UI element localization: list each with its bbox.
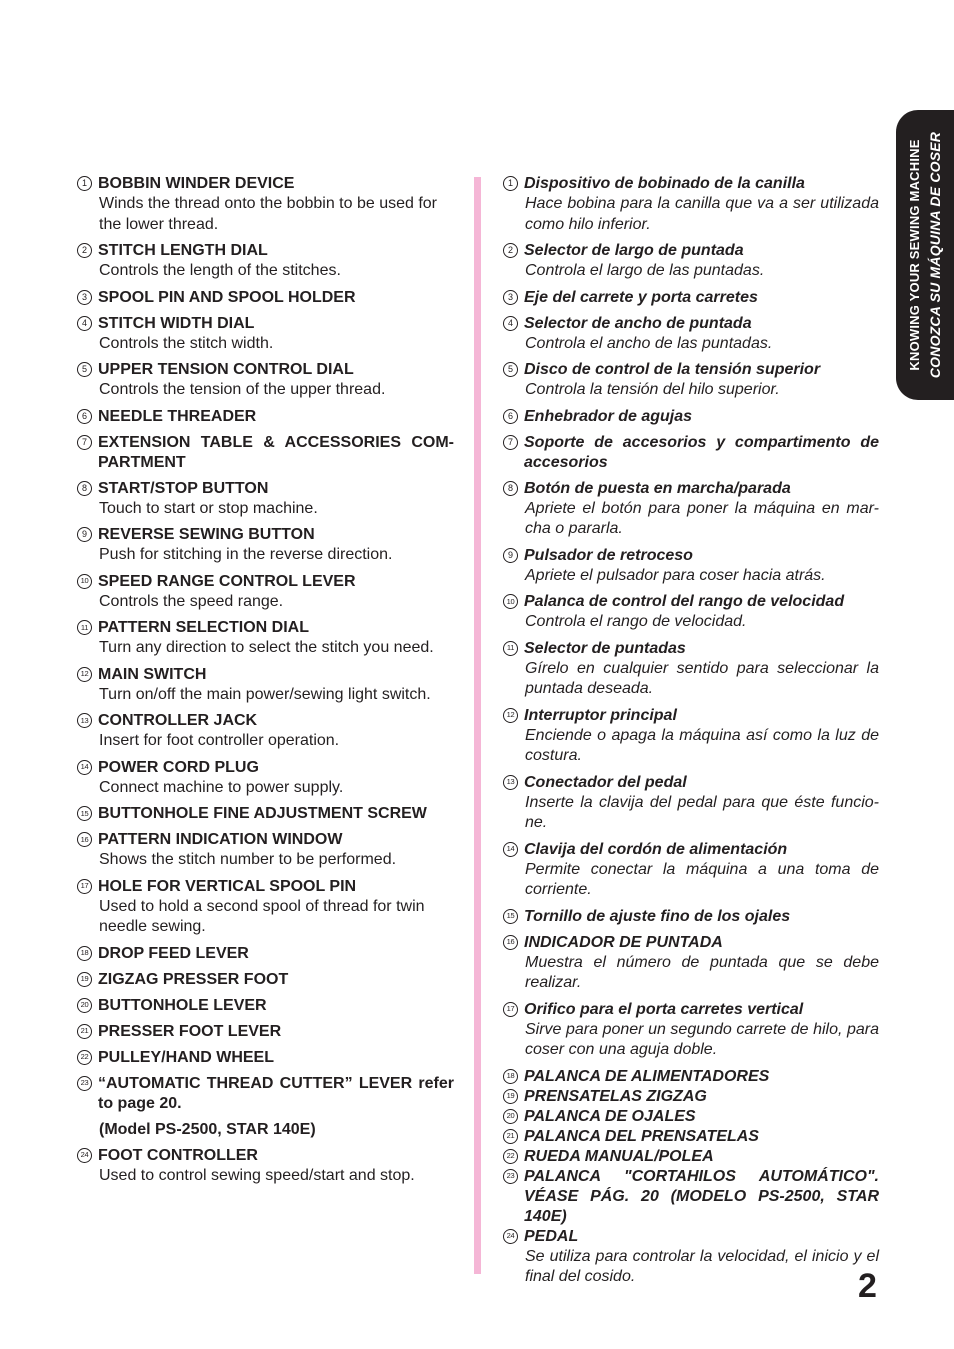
part-title: FOOT CONTROLLER (98, 1146, 258, 1164)
circled-number: 5 (503, 362, 518, 377)
part-item (503, 1000, 879, 1061)
part-title: REVERSE SEWING BUTTON (98, 526, 315, 543)
part-description: Controla el rango de velocidad. (525, 613, 747, 630)
part-item (77, 314, 454, 355)
circled-number: 22 (77, 1050, 92, 1065)
part-heading (77, 970, 454, 990)
part-item (77, 433, 454, 473)
part-title: Orifico para el porta carretes vertical (524, 1000, 804, 1018)
part-title: BUTTONHOLE FINE ADJUSTMENT SCREW (98, 805, 427, 822)
part-description: Turn on/off the main power/sewing light switch. (99, 685, 431, 703)
part-item (503, 1167, 879, 1227)
circled-number: 3 (77, 290, 92, 305)
part-description: Used to control sewing speed/start and stop. (99, 1166, 415, 1184)
part-item (503, 907, 879, 927)
part-description: Used to hold a second spool of thread for twin needle sewing. (99, 897, 425, 935)
part-heading (503, 1000, 879, 1020)
part-item (77, 241, 454, 282)
part-item (77, 830, 454, 871)
circled-number: 3 (503, 290, 518, 305)
part-item (503, 433, 879, 473)
part-heading (503, 1167, 879, 1227)
part-heading (503, 174, 879, 194)
page-number: 2 (858, 1267, 877, 1305)
circled-number: 14 (77, 760, 92, 775)
part-title: PALANCA DE ALIMENTADORES (524, 1067, 770, 1085)
part-title: PEDAL (524, 1227, 579, 1245)
circled-number: 19 (503, 1089, 518, 1104)
part-heading (503, 840, 879, 860)
part-description: Muestra el número de puntada que se debe realizar. (525, 953, 879, 991)
part-item (503, 1147, 879, 1167)
part-heading (77, 996, 454, 1016)
circled-number: 10 (503, 594, 518, 609)
circled-number: 7 (77, 435, 92, 450)
part-description: Touch to start or stop machine. (99, 499, 318, 517)
part-heading (77, 314, 454, 334)
part-heading (77, 944, 454, 964)
circled-number: 15 (77, 806, 92, 821)
part-title: PALANCA DE OJALES (524, 1107, 696, 1125)
part-heading (77, 1048, 454, 1068)
circled-number: 21 (77, 1024, 92, 1039)
part-item (503, 546, 879, 587)
part-title: Selector de ancho de puntada (524, 314, 752, 332)
part-title: Palanca de control del rango de velocidad (524, 593, 845, 610)
part-heading (503, 241, 879, 261)
part-heading (503, 288, 879, 308)
part-description: Push for stitching in the reverse direction. (99, 546, 393, 563)
circled-number: 20 (503, 1109, 518, 1124)
part-title: PALANCA "CORTAHILOS AUTOMÁTICO". VÉASE PÁG. 20 (MODELO PS-2500, STAR 140E) (524, 1167, 879, 1225)
circled-number: 23 (77, 1076, 92, 1091)
part-item (77, 944, 454, 964)
circled-number: 2 (503, 243, 518, 258)
part-heading (503, 1087, 879, 1107)
part-title: SPEED RANGE CONTROL LEVER (98, 572, 356, 590)
circled-number: 20 (77, 998, 92, 1013)
part-item (503, 1127, 879, 1147)
part-description: Controla el ancho de las puntadas. (525, 334, 773, 352)
part-item (503, 1067, 879, 1087)
circled-number: 11 (503, 641, 518, 656)
circled-number: 8 (503, 481, 518, 496)
part-description: Sirve para poner un segundo carrete de hilo, para coser con una aguja doble. (525, 1020, 879, 1058)
part-description: Controls the tension of the upper thread. (99, 381, 386, 398)
part-title: PRESSER FOOT LEVER (98, 1022, 282, 1040)
part-item (77, 711, 454, 752)
part-item (77, 996, 454, 1016)
part-heading (503, 407, 879, 427)
part-item (503, 1087, 879, 1107)
circled-number: 7 (503, 435, 518, 450)
part-item (77, 1048, 454, 1068)
part-heading (77, 830, 454, 850)
part-title: “AUTOMATIC THREAD CUTTER” LEVER refer to page 20. (98, 1074, 454, 1112)
part-heading (77, 1022, 454, 1042)
part-heading (77, 758, 454, 778)
circled-number: 10 (77, 574, 92, 589)
part-item (77, 572, 454, 613)
part-title: Conectador del pedal (524, 773, 687, 791)
part-description: Hace bobina para la canilla que va a ser utilizada como hilo inferior. (525, 195, 879, 233)
circled-number: 12 (503, 708, 518, 723)
part-title: BUTTONHOLE LEVER (98, 996, 267, 1014)
part-title: Dispositivo de bobinado de la canilla (524, 175, 805, 192)
part-heading (77, 174, 454, 194)
part-description: Controla la tensión del hilo superior. (525, 381, 780, 398)
part-title: MAIN SWITCH (98, 665, 207, 683)
part-item (77, 665, 454, 706)
side-tab-english: KNOWING YOUR SEWING MACHINE (907, 139, 922, 371)
part-description: Insert for foot controller operation. (99, 732, 340, 749)
part-item (77, 877, 454, 938)
circled-number: 12 (77, 667, 92, 682)
part-heading (503, 360, 879, 380)
circled-number: 1 (503, 176, 518, 191)
part-item (77, 1022, 454, 1042)
part-title: UPPER TENSION CONTROL DIAL (98, 361, 354, 378)
part-item (503, 933, 879, 994)
part-title: Interruptor principal (524, 706, 677, 724)
part-title: Selector de puntadas (524, 639, 686, 657)
part-title: Eje del carrete y porta carretes (524, 288, 758, 306)
part-heading (77, 433, 454, 473)
circled-number: 24 (77, 1148, 92, 1163)
circled-number: 24 (503, 1229, 518, 1244)
part-heading (503, 546, 879, 566)
section-side-tab (896, 110, 954, 400)
part-heading (77, 360, 454, 380)
part-title: PATTERN INDICATION WINDOW (98, 831, 343, 848)
side-tab-spanish: CONOZCA SU MÁQUINA DE COSER (927, 131, 943, 379)
part-heading (503, 433, 879, 473)
circled-number: 8 (77, 481, 92, 496)
part-description: Se utiliza para controlar la velocidad, el inicio y el final del cosido. (525, 1247, 879, 1285)
part-title: PULLEY/HAND WHEEL (98, 1048, 274, 1066)
part-title: POWER CORD PLUG (98, 758, 259, 776)
part-item (77, 618, 454, 659)
part-item (503, 241, 879, 282)
part-description: Winds the thread onto the bobbin to be used for the lower thread. (99, 195, 438, 233)
part-title: DROP FEED LEVER (98, 944, 249, 962)
part-heading (503, 592, 879, 612)
part-description: Shows the stitch number to be performed. (99, 851, 397, 868)
part-heading (77, 665, 454, 685)
part-item (77, 758, 454, 799)
circled-number: 9 (77, 527, 92, 542)
part-description: Gírelo en cualquier sentido para seleccionar la puntada deseada. (525, 659, 879, 697)
part-title: CONTROLLER JACK (98, 712, 258, 729)
spanish-parts-list (503, 174, 879, 1294)
part-title: Tornillo de ajuste fino de los ojales (524, 907, 791, 925)
part-item (503, 314, 879, 355)
part-heading (77, 407, 454, 427)
part-title: NEEDLE THREADER (98, 407, 257, 425)
circled-number: 19 (77, 972, 92, 987)
part-description: Connect machine to power supply. (99, 778, 344, 796)
part-model-note: (Model PS-2500, STAR 140E) (99, 1120, 316, 1138)
part-title: PALANCA DEL PRENSATELAS (524, 1127, 759, 1145)
circled-number: 13 (77, 713, 92, 728)
part-item (77, 479, 454, 520)
part-title: Enhebrador de agujas (524, 407, 693, 425)
circled-number: 22 (503, 1149, 518, 1164)
part-heading (77, 711, 454, 731)
part-description: Controls the stitch width. (99, 334, 274, 352)
circled-number: 4 (503, 316, 518, 331)
part-title: HOLE FOR VERTICAL SPOOL PIN (98, 877, 357, 895)
part-title: PATTERN SELECTION DIAL (98, 619, 309, 636)
part-description: Turn any direction to select the stitch you need. (99, 639, 434, 656)
part-title: Selector de largo de puntada (524, 242, 744, 259)
part-heading (77, 1146, 454, 1166)
part-heading (77, 877, 454, 897)
part-item (503, 407, 879, 427)
part-title: INDICADOR DE PUNTADA (524, 933, 723, 951)
circled-number: 14 (503, 842, 518, 857)
part-item (503, 1227, 879, 1288)
part-description: Permite conectar la máquina a una toma de corriente. (525, 860, 879, 898)
part-heading (77, 618, 454, 638)
part-heading (77, 804, 454, 824)
part-heading (77, 241, 454, 261)
part-title: Pulsador de retroceso (524, 546, 693, 564)
circled-number: 1 (77, 176, 92, 191)
part-item (77, 525, 454, 566)
part-heading (77, 1074, 454, 1114)
circled-number: 21 (503, 1129, 518, 1144)
circled-number: 17 (77, 879, 92, 894)
part-item (77, 407, 454, 427)
part-heading (77, 525, 454, 545)
part-item (77, 288, 454, 308)
circled-number: 16 (503, 935, 518, 950)
part-item (77, 804, 454, 824)
part-description: Controla el largo de las puntadas. (525, 262, 765, 279)
english-parts-list (77, 174, 454, 1192)
part-item (503, 706, 879, 767)
side-tab-text (896, 110, 954, 400)
circled-number: 17 (503, 1002, 518, 1017)
part-item (77, 1146, 454, 1187)
part-title: STITCH WIDTH DIAL (98, 314, 255, 332)
part-item (77, 360, 454, 401)
part-title: PRENSATELAS ZIGZAG (524, 1087, 707, 1105)
part-heading (503, 1067, 879, 1087)
part-title: Soporte de accesorios y compartimento de accesorios (524, 433, 879, 471)
part-heading (503, 1147, 879, 1167)
part-heading (503, 706, 879, 726)
part-description: Controls the length of the stitches. (99, 262, 341, 279)
column-divider (474, 177, 481, 1274)
circled-number: 23 (503, 1169, 518, 1184)
part-heading (77, 288, 454, 308)
part-item (503, 288, 879, 308)
part-heading (503, 314, 879, 334)
part-item (503, 479, 879, 540)
circled-number: 13 (503, 775, 518, 790)
part-title: Botón de puesta en marcha/parada (524, 479, 791, 497)
circled-number: 4 (77, 316, 92, 331)
part-heading (503, 933, 879, 953)
part-heading (503, 479, 879, 499)
part-description: Inserte la clavija del pedal para que éste funcio-ne. (525, 793, 879, 831)
part-description: Apriete el pulsador para coser hacia atrás. (525, 566, 826, 584)
part-description: Controls the speed range. (99, 592, 284, 610)
part-item (503, 1107, 879, 1127)
circled-number: 5 (77, 362, 92, 377)
part-title: START/STOP BUTTON (98, 479, 269, 497)
part-title: BOBBIN WINDER DEVICE (98, 175, 295, 192)
part-description: Enciende o apaga la máquina así como la luz de costura. (525, 726, 879, 764)
part-heading (77, 572, 454, 592)
part-title: STITCH LENGTH DIAL (98, 242, 268, 259)
part-heading (503, 1107, 879, 1127)
part-title: EXTENSION TABLE & ACCESSORIES COM-PARTMENT (98, 433, 454, 471)
part-title: Disco de control de la tensión superior (524, 361, 821, 378)
circled-number: 9 (503, 548, 518, 563)
part-heading (503, 639, 879, 659)
part-heading (503, 1227, 879, 1247)
part-item (77, 970, 454, 990)
circled-number: 15 (503, 909, 518, 924)
part-item (503, 360, 879, 401)
circled-number: 16 (77, 832, 92, 847)
circled-number: 6 (503, 409, 518, 424)
circled-number: 6 (77, 409, 92, 424)
circled-number: 18 (503, 1069, 518, 1084)
circled-number: 2 (77, 243, 92, 258)
part-item (503, 174, 879, 235)
part-title: Clavija del cordón de alimentación (524, 840, 788, 858)
part-item (503, 592, 879, 633)
part-title: RUEDA MANUAL/POLEA (524, 1147, 714, 1165)
part-item (503, 840, 879, 901)
part-item (77, 1074, 454, 1140)
part-heading (503, 1127, 879, 1147)
circled-number: 18 (77, 946, 92, 961)
part-heading (77, 479, 454, 499)
part-title: SPOOL PIN AND SPOOL HOLDER (98, 288, 356, 306)
part-description: Apriete el botón para poner la máquina en mar-cha o pararla. (525, 499, 879, 537)
part-item (503, 773, 879, 834)
part-heading (503, 773, 879, 793)
part-item (77, 174, 454, 235)
part-heading (503, 907, 879, 927)
part-item (503, 639, 879, 700)
circled-number: 11 (77, 620, 92, 635)
part-title: ZIGZAG PRESSER FOOT (98, 970, 289, 988)
